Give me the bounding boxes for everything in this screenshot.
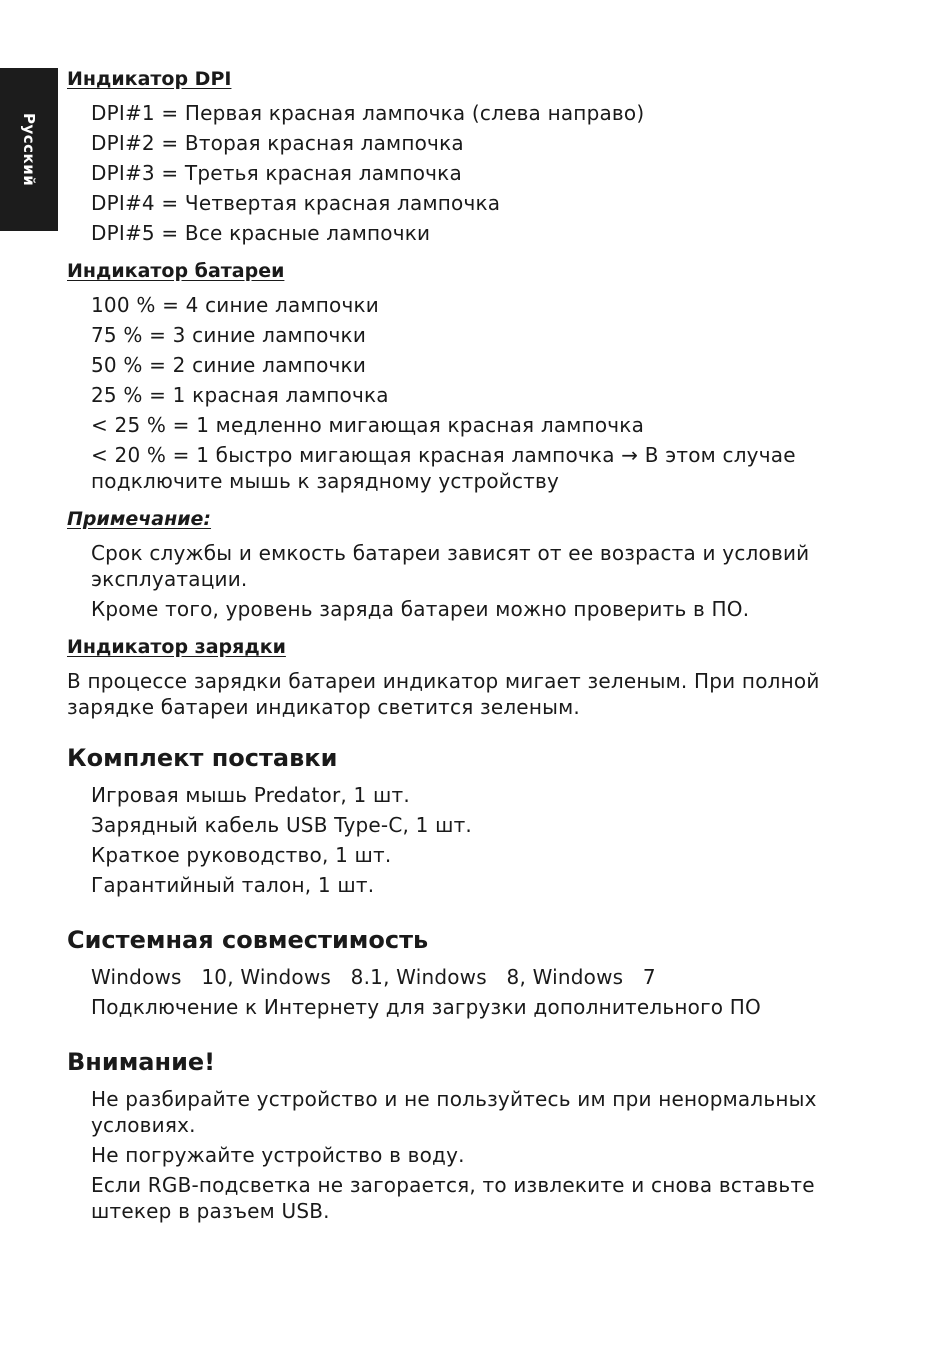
list-item: Windows 10, Windows 8.1, Windows 8, Windows 7 xyxy=(91,965,656,989)
list-item: Не погружайте устройство в воду. xyxy=(91,1143,465,1167)
list-item: Игровая мышь Predator, 1 шт. xyxy=(91,783,410,807)
list-item: < 25 % = 1 медленно мигающая красная лампочка xyxy=(91,413,645,437)
package-contents-list xyxy=(67,782,887,898)
system-compatibility-heading: Системная совместимость xyxy=(67,926,429,954)
charging-indicator-text: В процессе зарядки батареи индикатор мигает зеленым. При полной зарядке батареи индикатор светится зеленым. xyxy=(67,669,820,719)
list-item: 75 % = 3 синие лампочки xyxy=(91,323,367,347)
list-item: DPI#4 = Четвертая красная лампочка xyxy=(91,191,501,215)
list-item: DPI#1 = Первая красная лампочка (слева направо) xyxy=(91,101,645,125)
package-contents-heading: Комплект поставки xyxy=(67,744,338,772)
list-item: Зарядный кабель USB Type-C, 1 шт. xyxy=(91,813,472,837)
warning-list xyxy=(67,1086,887,1224)
list-item: Краткое руководство, 1 шт. xyxy=(91,843,392,867)
language-tab-label: Русский xyxy=(20,112,38,187)
list-item: Если RGB-подсветка не загорается, то извлеките и снова вставьте штекер в разъем USB. xyxy=(91,1173,815,1223)
battery-indicator-list xyxy=(67,292,887,494)
language-side-tab xyxy=(0,68,58,231)
note-list xyxy=(67,540,887,622)
list-item: Не разбирайте устройство и не пользуйтесь им при ненормальных условиях. xyxy=(91,1087,817,1137)
list-item: DPI#2 = Вторая красная лампочка xyxy=(91,131,464,155)
warning-heading: Внимание! xyxy=(67,1048,216,1076)
note-heading: Примечание: xyxy=(67,508,212,530)
list-item: 50 % = 2 синие лампочки xyxy=(91,353,367,377)
list-item: Срок службы и емкость батареи зависят от ее возраста и условий эксплуатации. xyxy=(91,541,810,591)
list-item: < 20 % = 1 быстро мигающая красная лампочка → В этом случае подключите мышь к зарядному устройству xyxy=(91,443,796,493)
list-item: 100 % = 4 синие лампочки xyxy=(91,293,379,317)
system-compatibility-list xyxy=(67,964,887,1020)
manual-content xyxy=(67,66,887,1228)
dpi-indicator-heading: Индикатор DPI xyxy=(67,68,232,90)
list-item: Гарантийный талон, 1 шт. xyxy=(91,873,375,897)
charging-indicator-heading: Индикатор зарядки xyxy=(67,636,286,658)
list-item: 25 % = 1 красная лампочка xyxy=(91,383,389,407)
list-item: DPI#3 = Третья красная лампочка xyxy=(91,161,462,185)
list-item: DPI#5 = Все красные лампочки xyxy=(91,221,431,245)
dpi-indicator-list xyxy=(67,100,887,246)
list-item: Подключение к Интернету для загрузки дополнительного ПО xyxy=(91,995,761,1019)
list-item: Кроме того, уровень заряда батареи можно проверить в ПО. xyxy=(91,597,750,621)
battery-indicator-heading: Индикатор батареи xyxy=(67,260,285,282)
